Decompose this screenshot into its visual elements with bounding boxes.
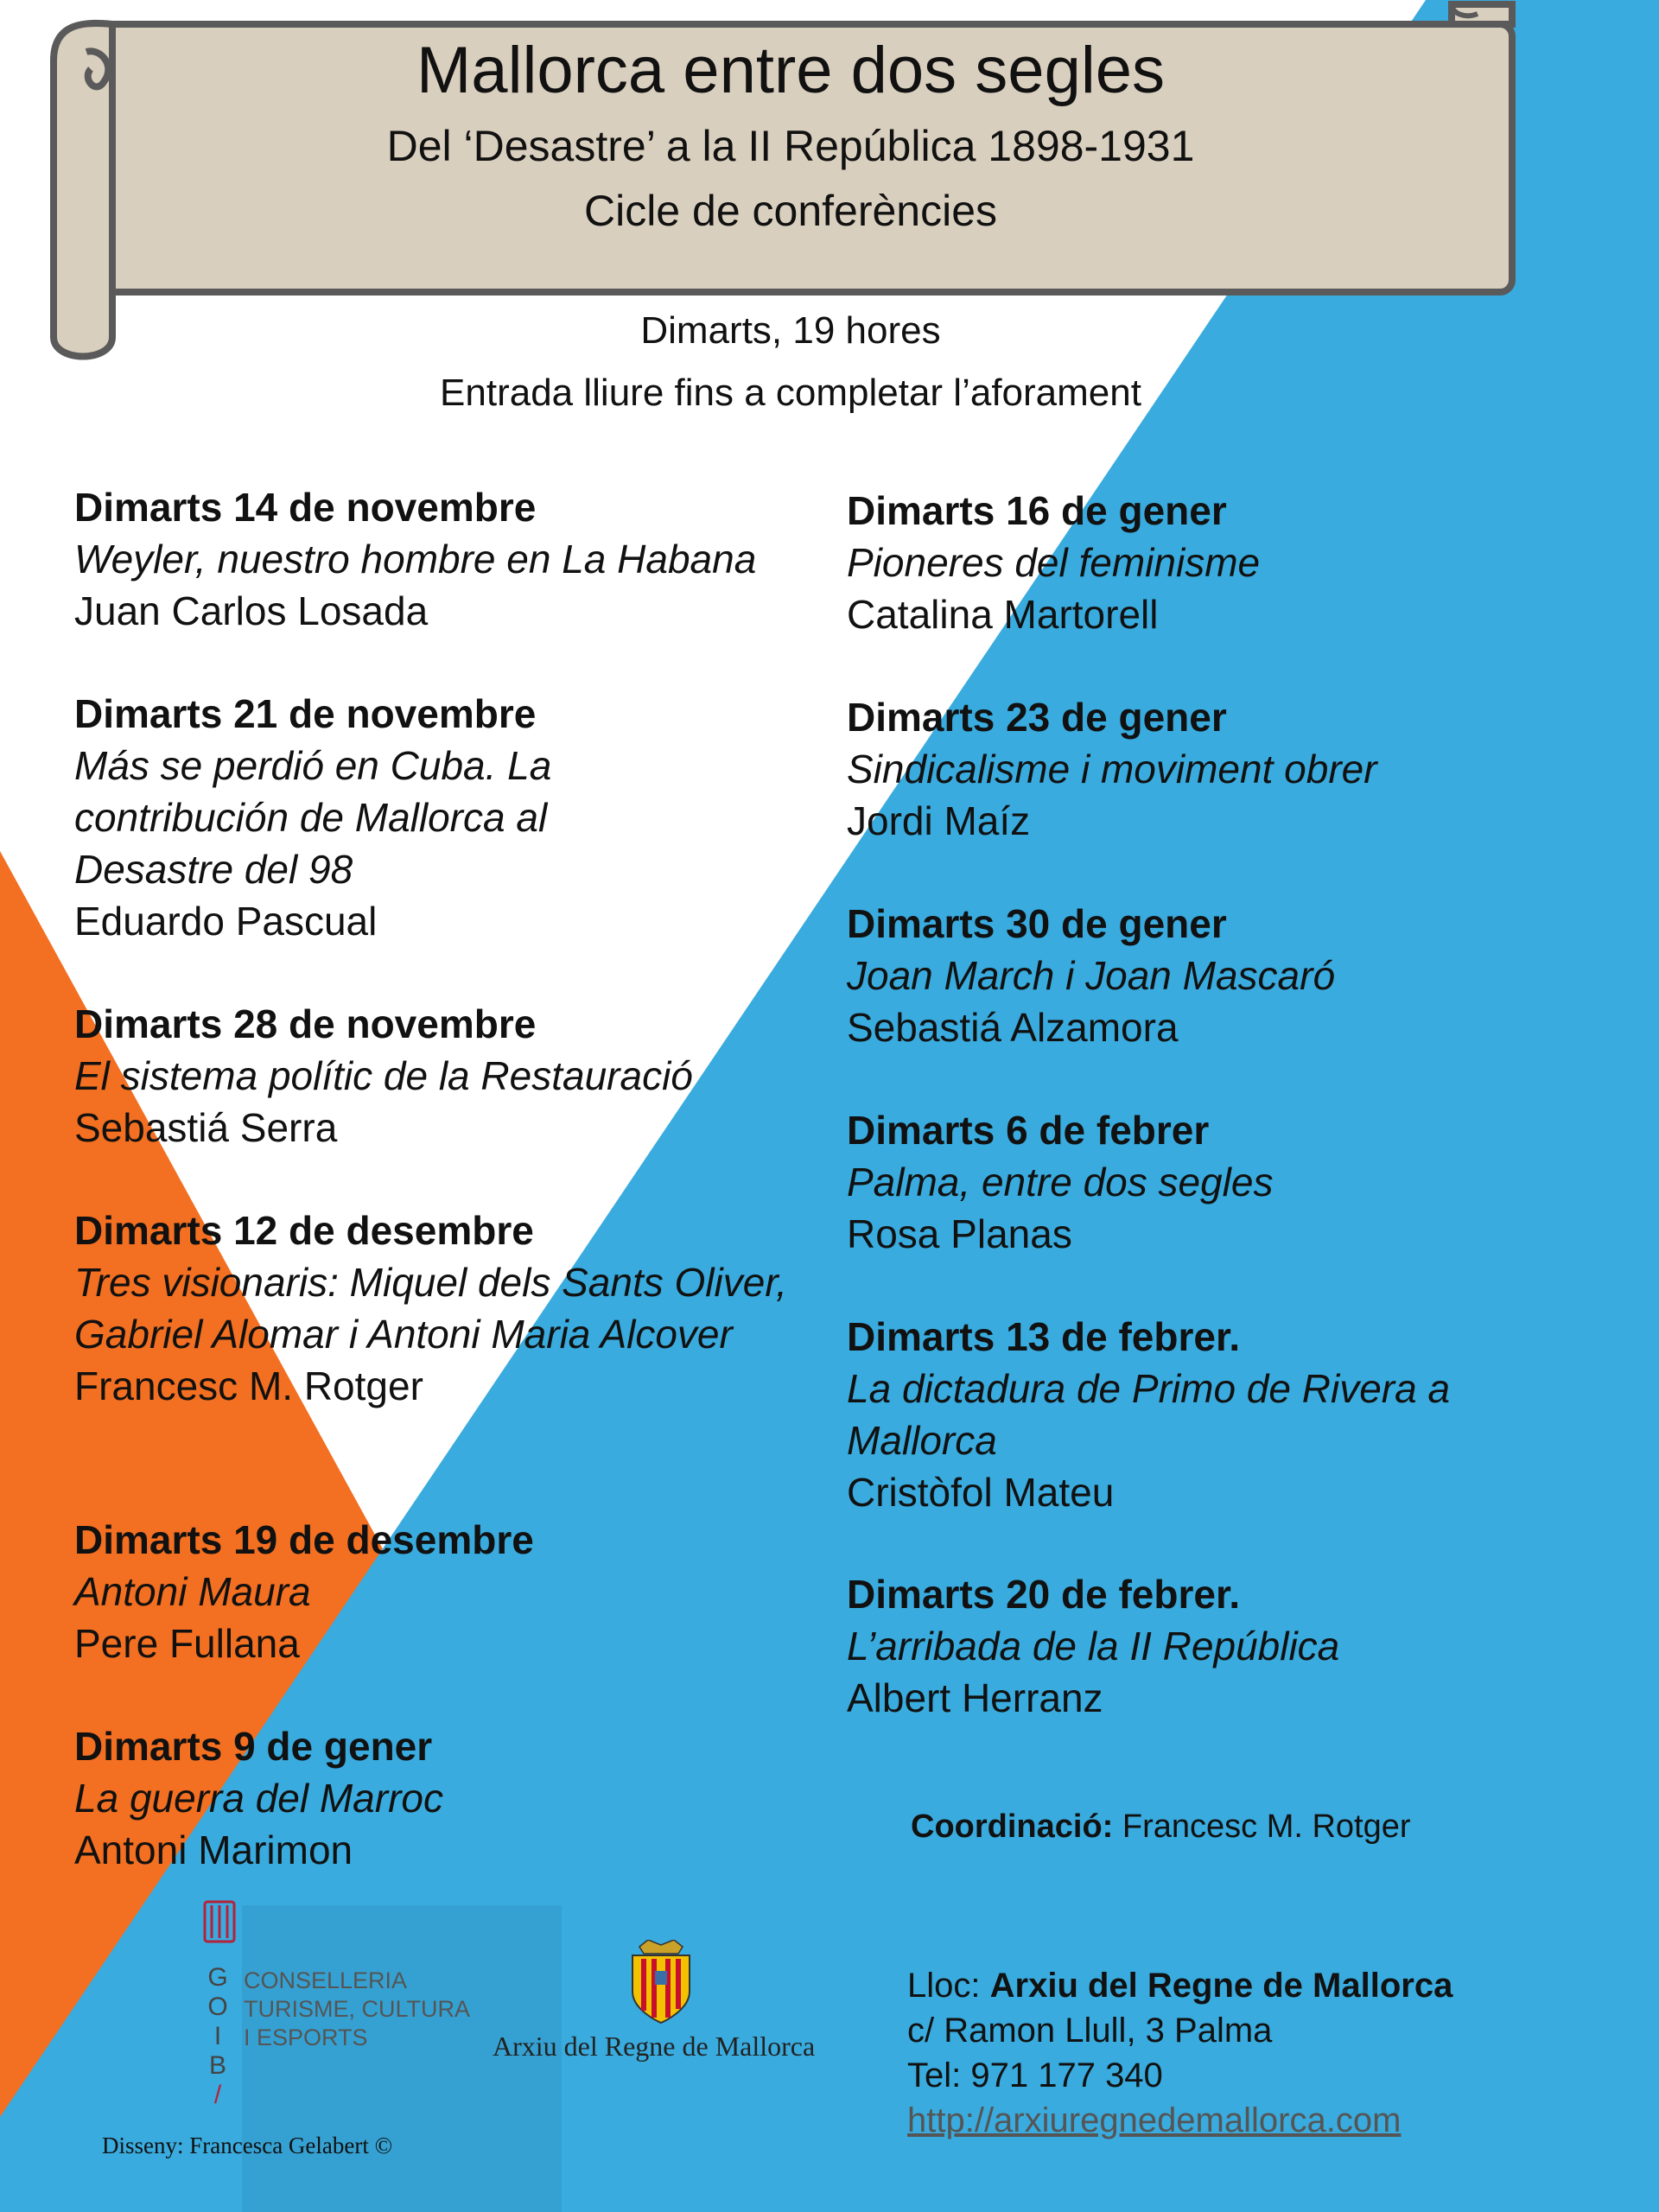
- talk-item: [74, 1720, 852, 1876]
- coordination: [911, 1808, 1411, 1846]
- talk-item: [847, 485, 1624, 640]
- talk-item: [74, 998, 852, 1154]
- talk-speaker: Pere Fullana: [74, 1621, 300, 1666]
- coordination-name: Francesc M. Rotger: [1122, 1808, 1411, 1845]
- goib-letter: I: [213, 2022, 222, 2050]
- talk-item: [847, 1104, 1624, 1260]
- venue-place-name: Arxiu del Regne de Mallorca: [989, 1967, 1453, 2005]
- talk-date: Dimarts 12 de desembre: [74, 1208, 534, 1253]
- banner-subtitle: Del ‘Desastre’ a la II República 1898-1931: [386, 122, 1195, 170]
- talk-date: Dimarts 21 de novembre: [74, 691, 537, 736]
- talk-title: Joan March i Joan Mascaró: [847, 953, 1336, 998]
- talk-speaker: Cristòfol Mateu: [847, 1470, 1115, 1515]
- talk-speaker: Rosa Planas: [847, 1211, 1072, 1256]
- talk-item: [74, 1205, 791, 1412]
- venue-address: c/ Ramon Llull, 3 Palma: [907, 2012, 1273, 2050]
- talk-title: Antoni Maura: [74, 1569, 311, 1614]
- talk-date: Dimarts 9 de gener: [74, 1724, 433, 1769]
- talk-item: [847, 691, 1624, 847]
- talk-title: Más se perdió en Cuba. La contribución de Mallorca al Desastre del 98: [74, 743, 552, 892]
- talk-date: Dimarts 30 de gener: [847, 901, 1227, 946]
- talk-speaker: Francesc M. Rotger: [74, 1363, 423, 1408]
- talk-date: Dimarts 20 de febrer.: [847, 1572, 1241, 1617]
- goib-letter: O: [207, 1993, 228, 2021]
- talk-date: Dimarts 6 de febrer: [847, 1108, 1210, 1153]
- talk-item: [847, 1568, 1624, 1724]
- talk-title: L’arribada de la II República: [847, 1624, 1340, 1669]
- goib-emblem-icon: [203, 1897, 238, 1948]
- venue-block: [907, 1963, 1452, 2143]
- goib-letter: G: [207, 1963, 228, 1992]
- schedule-text: Dimarts, 19 hores: [640, 309, 941, 352]
- talk-item: [847, 1311, 1555, 1518]
- goib-letter: B: [208, 2051, 226, 2080]
- goib-slash-mark: /: [213, 2081, 222, 2109]
- talk-title: La guerra del Marroc: [74, 1776, 443, 1821]
- coordination-label: Coordinació:: [911, 1808, 1114, 1845]
- banner-title: Mallorca entre dos segles: [416, 34, 1165, 107]
- talk-date: Dimarts 19 de desembre: [74, 1517, 534, 1562]
- venue-phone: Tel: 971 177 340: [907, 2056, 1163, 2094]
- coat-of-arms-icon: [622, 1940, 700, 2026]
- venue-url-link[interactable]: http://arxiuregnedemallorca.com: [907, 2101, 1402, 2139]
- arxiu-name: Arxiu del Regne de Mallorca: [493, 2031, 816, 2062]
- talk-speaker: Eduardo Pascual: [74, 899, 378, 944]
- goib-line: TURISME, CULTURA: [244, 1996, 471, 2022]
- talk-date: Dimarts 14 de novembre: [74, 485, 537, 530]
- talk-title: El sistema polític de la Restauració: [74, 1053, 693, 1098]
- banner-cycle: Cicle de conferències: [583, 187, 998, 235]
- talk-speaker: Sebastiá Alzamora: [847, 1005, 1179, 1050]
- talk-title: La dictadura de Primo de Rivera a Mallorca: [847, 1366, 1451, 1463]
- talk-title: Pioneres del feminisme: [847, 540, 1261, 585]
- talk-speaker: Catalina Martorell: [847, 592, 1159, 637]
- talk-speaker: Antoni Marimon: [74, 1827, 353, 1872]
- talk-date: Dimarts 16 de gener: [847, 488, 1227, 533]
- goib-letters: [207, 1963, 228, 2110]
- talk-title: Tres visionaris: Miquel dels Sants Oliver, Gabriel Alomar i Antoni Maria Alcover: [74, 1260, 787, 1357]
- talk-title: Weyler, nuestro hombre en La Habana: [74, 537, 757, 582]
- goib-line: I ESPORTS: [244, 2024, 368, 2050]
- talk-date: Dimarts 28 de novembre: [74, 1001, 537, 1046]
- venue-place: [907, 1963, 1452, 2008]
- entry-text: Entrada lliure fins a completar l’aforament: [440, 372, 1141, 414]
- venue-place-label: Lloc:: [907, 1967, 981, 2005]
- talk-item: [74, 481, 852, 637]
- goib-department: [244, 1967, 470, 2052]
- design-credit: Disseny: Francesca Gelabert ©: [102, 2133, 393, 2158]
- talk-item: [74, 688, 679, 947]
- talk-date: Dimarts 23 de gener: [847, 695, 1227, 740]
- talk-title: Palma, entre dos segles: [847, 1160, 1274, 1205]
- talk-date: Dimarts 13 de febrer.: [847, 1314, 1241, 1359]
- goib-line: CONSELLERIA: [244, 1967, 408, 1993]
- talk-item: [74, 1514, 852, 1669]
- talk-speaker: Sebastiá Serra: [74, 1105, 338, 1150]
- talk-item: [847, 898, 1624, 1053]
- talk-speaker: Juan Carlos Losada: [74, 588, 429, 633]
- talk-title: Sindicalisme i moviment obrer: [847, 747, 1377, 791]
- talk-speaker: Albert Herranz: [847, 1675, 1103, 1720]
- talk-speaker: Jordi Maíz: [847, 798, 1031, 843]
